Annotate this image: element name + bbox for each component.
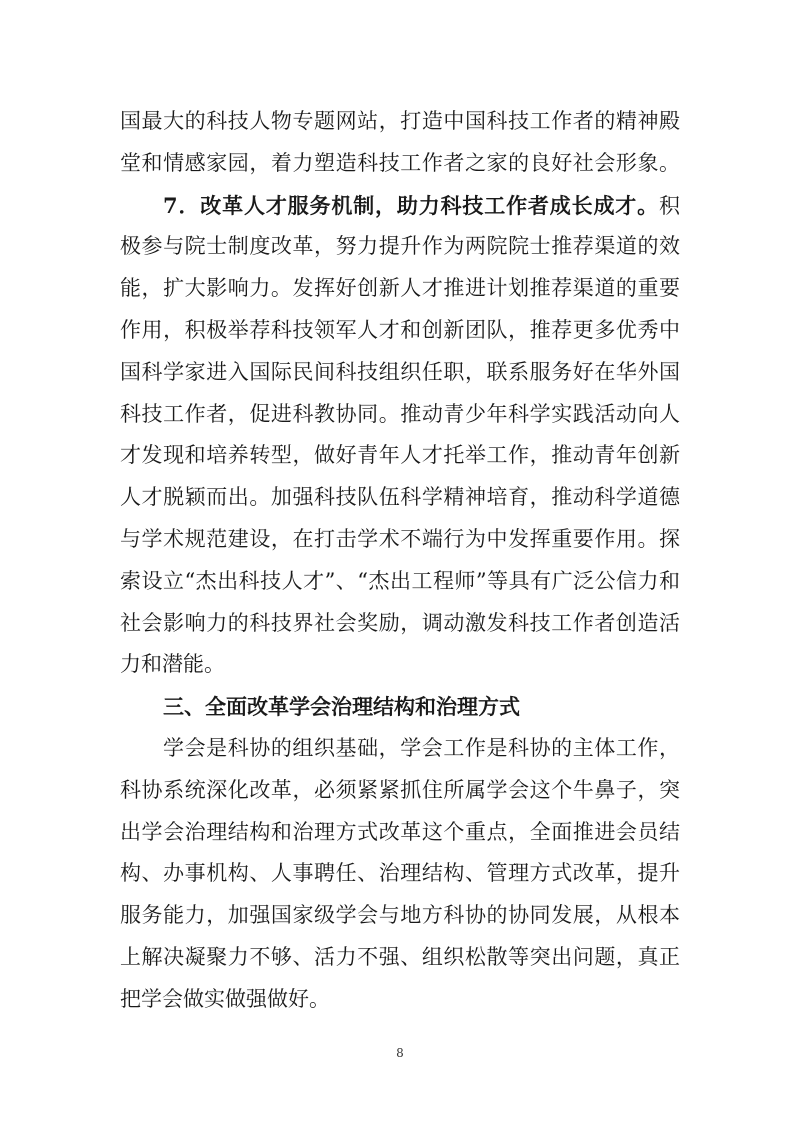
paragraph-item-7: [120, 185, 680, 687]
text-line: 社会影响力的科技界社会奖励，调动激发科技工作者创造活: [120, 610, 680, 635]
page-number: 8: [396, 1046, 404, 1060]
text-line: 才发现和培养转型，做好青年人才托举工作，推动青年创新: [120, 443, 680, 468]
text-line: 国科学家进入国际民间科技组织任职，联系服务好在华外国: [120, 359, 680, 384]
text-line: 上解决凝聚力不够、活力不强、组织松散等突出问题，真正: [120, 944, 680, 969]
text-line: 索设立“杰出科技人才”、“杰出工程师”等具有广泛公信力和: [120, 568, 680, 593]
text-line: 堂和情感家园，着力塑造科技工作者之家的良好社会形象。: [120, 150, 680, 175]
section-heading: 三、全面改革学会治理结构和治理方式: [163, 694, 520, 720]
text-line: 人才脱颖而出。加强科技队伍科学精神培育，推动科学道德: [120, 485, 680, 510]
document-body: [120, 101, 680, 1021]
text-line: 作用，积极举荐科技领军人才和创新团队，推荐更多优秀中: [120, 317, 680, 342]
text-line: 科协系统深化改革，必须紧紧抓住所属学会这个牛鼻子，突: [120, 777, 680, 802]
item-7-lead-heading: 7．改革人才服务机制，助力科技工作者成长成才。: [163, 192, 659, 218]
text-line: 力和潜能。: [120, 652, 225, 677]
text-line: 学会是科协的组织基础，学会工作是科协的主体工作，: [163, 735, 680, 760]
text-line: 构、办事机构、人事聘任、治理结构、管理方式改革，提升: [120, 861, 680, 886]
text-line: [120, 185, 680, 227]
paragraph-continuation: [120, 101, 680, 185]
text-line: 与学术规范建设，在打击学术不端行为中发挥重要作用。探: [120, 526, 680, 551]
text-fragment: 积: [659, 193, 680, 218]
section-3: [120, 686, 680, 1020]
text-line: 能，扩大影响力。发挥好创新人才推进计划推荐渠道的重要: [120, 276, 680, 301]
text-line: 国最大的科技人物专题网站，打造中国科技工作者的精神殿: [120, 109, 680, 133]
text-line: 服务能力，加强国家级学会与地方科协的协同发展，从根本: [120, 903, 680, 928]
text-line: 极参与院士制度改革，努力提升作为两院院士推荐渠道的效: [120, 234, 680, 259]
text-line: 出学会治理结构和治理方式改革这个重点，全面推进会员结: [120, 819, 680, 844]
text-line: 科技工作者，促进科教协同。推动青少年科学实践活动向人: [120, 401, 680, 426]
text-line: 把学会做实做强做好。: [120, 986, 330, 1011]
